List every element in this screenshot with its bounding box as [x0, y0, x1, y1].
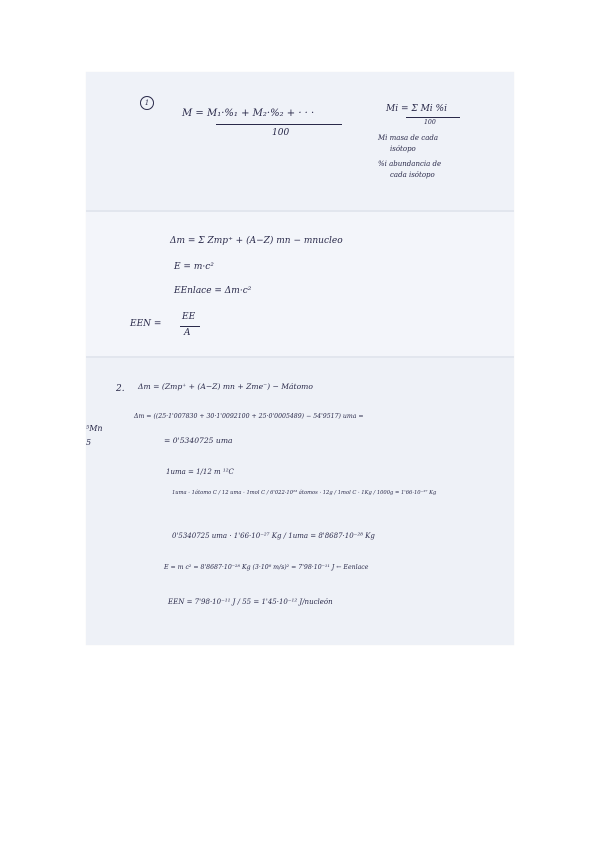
formula-binding-energy: EEnlace = Δm·c² [174, 286, 252, 296]
fraction-bar [180, 326, 200, 327]
note-mi-line2: isótopo [390, 145, 416, 153]
een-calculation: EEN = 7'98·10⁻¹¹ J / 55 = 1'45·10⁻¹² J/nucleón [168, 598, 333, 606]
een-numerator: EE [182, 312, 196, 322]
formula-average-mass: M = M₁·%₁ + M₂·%₂ + · · · [182, 108, 315, 119]
formula-mass-defect-full: Δm = (Zmp⁺ + (A−Z) mn + Zme⁻) − Mátomo [138, 382, 313, 391]
fold-line [86, 210, 514, 212]
fraction-bar [216, 124, 342, 125]
mass-in-kg: 0'5340725 uma · 1'66·10⁻²⁷ Kg / 1uma = 8'8687·10⁻²⁸ Kg [172, 532, 375, 540]
formula-mi: Mi = Σ Mi %i [386, 104, 447, 114]
exercise-circle-number: 1 [140, 96, 154, 110]
formula-energy: E = m·c² [174, 262, 214, 272]
sheet-section-middle [86, 210, 514, 356]
mi-denominator: 100 [424, 119, 436, 126]
note-mi-line1: Mi masa de cada [378, 134, 439, 142]
mass-defect-result: = 0'5340725 uma [164, 436, 233, 445]
formula-mass-defect: Δm = Σ Zmp⁺ + (A−Z) mn − mnucleo [170, 236, 343, 246]
sheet-section-top [86, 72, 514, 210]
notebook-sheet [86, 72, 514, 645]
fraction-bar [406, 117, 460, 118]
een-denominator: A [184, 328, 191, 338]
exercise-number: 2. [116, 384, 125, 394]
margin-note-line2: 5 [86, 438, 92, 447]
energy-calculation: E = m c² = 8'8687·10⁻²⁸ Kg (3·10⁸ m/s)² = 7'98·10⁻¹¹ J ← Eenlace [164, 564, 369, 571]
uma-conversion: 1uma · 1átomo C / 12 uma · 1mol C / 6'022·10²³ átomos · 12g / 1mol C · 1Kg / 1000g = 1'66·10⁻²⁷ Kg [172, 490, 437, 496]
note-pi-line2: cada isótopo [390, 171, 435, 179]
uma-definition: 1uma = 1/12 m ¹²C [166, 468, 234, 476]
fold-line [86, 356, 514, 358]
margin-note-line1: ⁵Mn [86, 424, 103, 433]
note-pi-line1: %i abundancia de [378, 160, 442, 168]
mass-defect-values: Δm = ((25·1'007830 + 30·1'0092100 + 25·0'0005489) − 54'9517) uma = [134, 413, 364, 420]
een-label: EEN = [130, 319, 162, 329]
formula-denominator: 100 [272, 128, 290, 138]
